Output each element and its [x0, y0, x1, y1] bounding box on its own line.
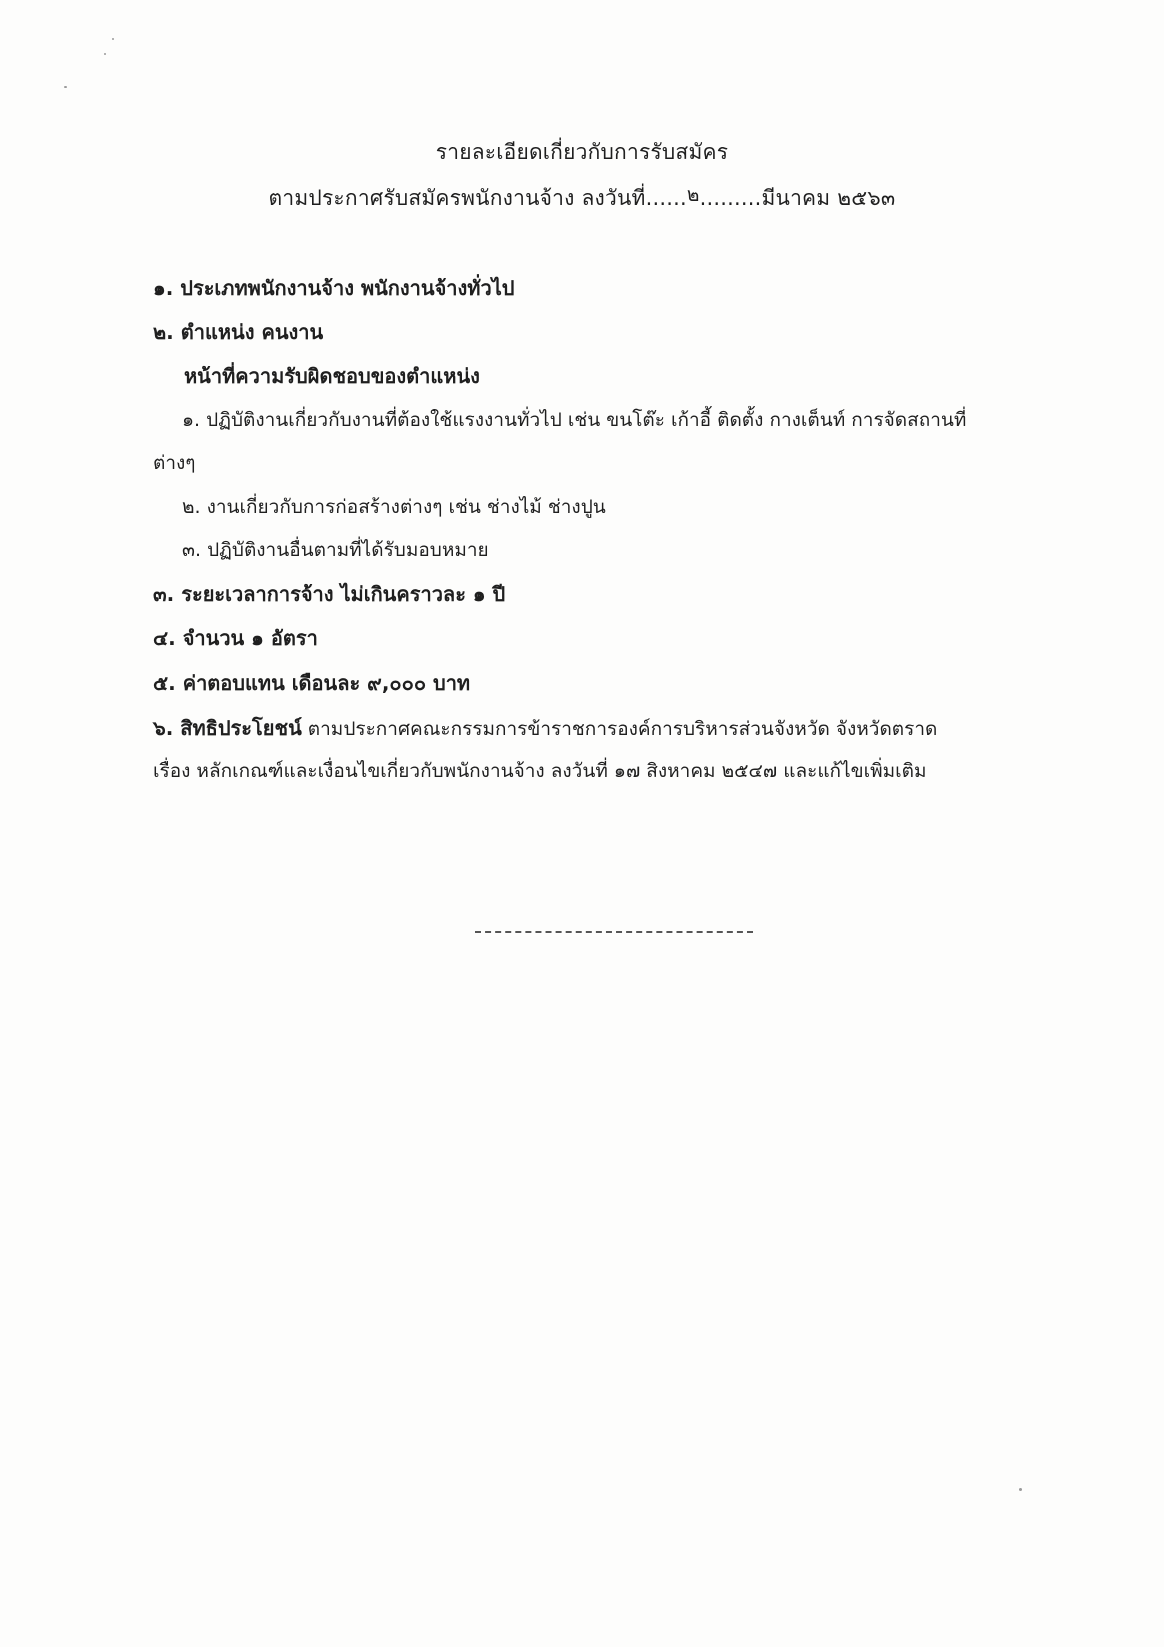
- duties-heading: หน้าที่ความรับผิดชอบของตำแหน่ง: [184, 364, 480, 388]
- scan-speck: [1019, 1488, 1022, 1491]
- item-employee-type: ๑. ประเภทพนักงานจ้าง พนักงานจ้างทั่วไป: [153, 276, 515, 300]
- duty-3: ๓. ปฏิบัติงานอื่นตามที่ได้รับมอบหมาย: [182, 539, 489, 561]
- scan-speck: [112, 38, 114, 40]
- duty-1-line-1: ๑. ปฏิบัติงานเกี่ยวกับงานที่ต้องใช้แรงงานทั่วไป เช่น ขนโต๊ะ เก้าอี้ ติดตั้ง กางเต็นท์ การจัดสถานที่: [182, 409, 967, 431]
- subtitle-suffix: .........มีนาคม ๒๕๖๓: [699, 186, 896, 210]
- scan-speck: [104, 53, 106, 55]
- item-compensation: ๕. ค่าตอบแทน เดือนละ ๙,๐๐๐ บาท: [153, 671, 471, 695]
- item-benefits-label: ๖. สิทธิประโยชน์: [153, 716, 302, 740]
- duty-1-line-2: ต่างๆ: [153, 452, 196, 474]
- item-benefits-line-1: [153, 712, 937, 744]
- document-subtitle: [0, 182, 1164, 215]
- item-benefits-text: ตามประกาศคณะกรรมการข้าราชการองค์การบริหารส่วนจังหวัด จังหวัดตราด: [301, 718, 938, 740]
- scan-speck: [64, 86, 67, 88]
- subtitle-prefix: ตามประกาศรับสมัครพนักงานจ้าง ลงวันที่......: [268, 186, 687, 210]
- item-employment-period: ๓. ระยะเวลาการจ้าง ไม่เกินคราวละ ๑ ปี: [153, 582, 506, 606]
- item-position: ๒. ตำแหน่ง คนงาน: [153, 320, 324, 344]
- item-benefits-line-2: เรื่อง หลักเกณฑ์และเงื่อนไขเกี่ยวกับพนักงานจ้าง ลงวันที่ ๑๗ สิงหาคม ๒๕๔๗ และแก้ไขเพิ่มเติม: [153, 760, 927, 782]
- document-title: รายละเอียดเกี่ยวกับการรับสมัคร: [435, 140, 729, 164]
- item-quantity: ๔. จำนวน ๑ อัตรา: [153, 626, 318, 650]
- end-divider: [475, 931, 753, 933]
- duty-2: ๒. งานเกี่ยวกับการก่อสร้างต่างๆ เช่น ช่างไม้ ช่างปูน: [182, 496, 606, 518]
- handwritten-day: ๒: [686, 184, 700, 206]
